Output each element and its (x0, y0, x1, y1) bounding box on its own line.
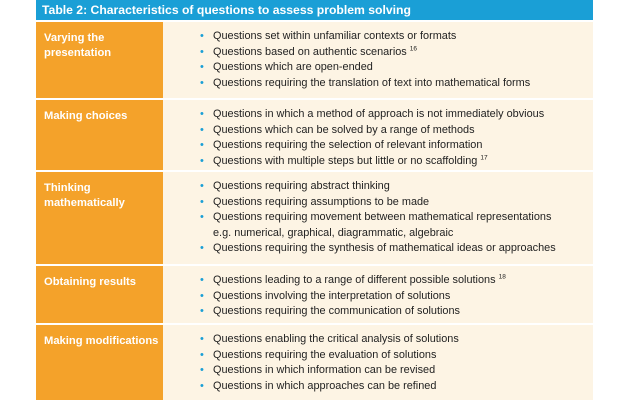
bullet-icon: • (200, 61, 204, 73)
list-item-text: Questions enabling the critical analysis of solutions (213, 333, 459, 345)
list-item (163, 60, 593, 76)
list-item-text: Questions leading to a range of different possible solutions (213, 274, 496, 286)
list-item (163, 241, 593, 257)
list-item (163, 179, 593, 195)
bullet-icon: • (200, 76, 204, 89)
row-items-list (163, 100, 593, 170)
list-item (163, 210, 593, 241)
footnote-ref: 16 (409, 44, 417, 52)
bullet-icon: • (200, 379, 204, 392)
row-category-label: Obtaining results (36, 266, 163, 323)
list-item (163, 289, 593, 305)
table-row (36, 100, 593, 170)
list-item (163, 138, 593, 154)
list-item (163, 45, 593, 61)
bullet-icon: • (200, 154, 204, 167)
bullet-icon: • (200, 45, 204, 58)
list-item (163, 332, 593, 348)
bullet-icon: • (200, 139, 204, 151)
list-item-text: Questions involving the interpretation of solutions (213, 289, 451, 302)
list-item (163, 29, 593, 45)
list-item-text: Questions requiring the evaluation of solutions (213, 348, 437, 361)
bullet-icon: • (200, 195, 204, 208)
footnote-ref: 18 (498, 273, 506, 281)
row-category-label: Thinking mathematically (36, 172, 163, 264)
bullet-icon: • (200, 274, 204, 286)
bullet-icon: • (200, 364, 204, 376)
row-items-list (163, 22, 593, 98)
table-title: Table 2: Characteristics of questions to assess problem solving (36, 0, 593, 20)
bullet-icon: • (200, 211, 204, 223)
bullet-icon: • (200, 305, 204, 317)
list-item-continuation: e.g. numerical, graphical, diagrammatic, algebraic (213, 226, 454, 239)
footnote-ref: 17 (480, 153, 488, 161)
list-item (163, 348, 593, 364)
row-items-list (163, 266, 593, 323)
row-items-list (163, 172, 593, 264)
row-category-label: Varying the presentation (36, 22, 163, 98)
list-item (163, 363, 593, 379)
list-item (163, 76, 593, 92)
row-category-label: Making modifications (36, 325, 163, 400)
bullet-icon: • (200, 289, 204, 302)
list-item-text: Questions requiring movement between mathematical representations (213, 211, 552, 223)
list-item (163, 154, 593, 170)
row-category-label: Making choices (36, 100, 163, 170)
list-item-text: Questions requiring the selection of relevant information (213, 139, 483, 151)
list-item (163, 123, 593, 139)
bullet-icon: • (200, 333, 204, 345)
bullet-icon: • (200, 30, 204, 42)
list-item-text: Questions with multiple steps but little or no scaffolding (213, 154, 478, 167)
list-item-text: Questions requiring the translation of text into mathematical forms (213, 76, 531, 89)
list-item-text: Questions in which a method of approach is not immediately obvious (213, 108, 545, 120)
bullet-icon: • (200, 348, 204, 361)
table-row (36, 266, 593, 323)
row-items-list (163, 325, 593, 400)
list-item-text: Questions in which approaches can be refined (213, 379, 437, 392)
list-item-text: Questions in which information can be revised (213, 364, 436, 376)
list-item (163, 195, 593, 211)
bullet-icon: • (200, 108, 204, 120)
list-item-text: Questions which are open-ended (213, 61, 373, 73)
list-item (163, 273, 593, 289)
list-item-text: Questions requiring the synthesis of mathematical ideas or approaches (213, 242, 556, 254)
list-item-text: Questions which can be solved by a range of methods (213, 123, 475, 136)
table-row (36, 325, 593, 400)
characteristics-table (36, 0, 593, 400)
bullet-icon: • (200, 242, 204, 254)
table-row (36, 22, 593, 98)
list-item-text: Questions set within unfamiliar contexts or formats (213, 30, 457, 42)
list-item (163, 107, 593, 123)
list-item-text: Questions requiring abstract thinking (213, 180, 390, 192)
list-item-text: Questions requiring assumptions to be made (213, 195, 430, 208)
bullet-icon: • (200, 180, 204, 192)
table-row (36, 172, 593, 264)
list-item (163, 379, 593, 395)
bullet-icon: • (200, 123, 204, 136)
list-item-text: Questions based on authentic scenarios (213, 45, 407, 58)
list-item-text: Questions requiring the communication of solutions (213, 305, 460, 317)
list-item (163, 304, 593, 320)
